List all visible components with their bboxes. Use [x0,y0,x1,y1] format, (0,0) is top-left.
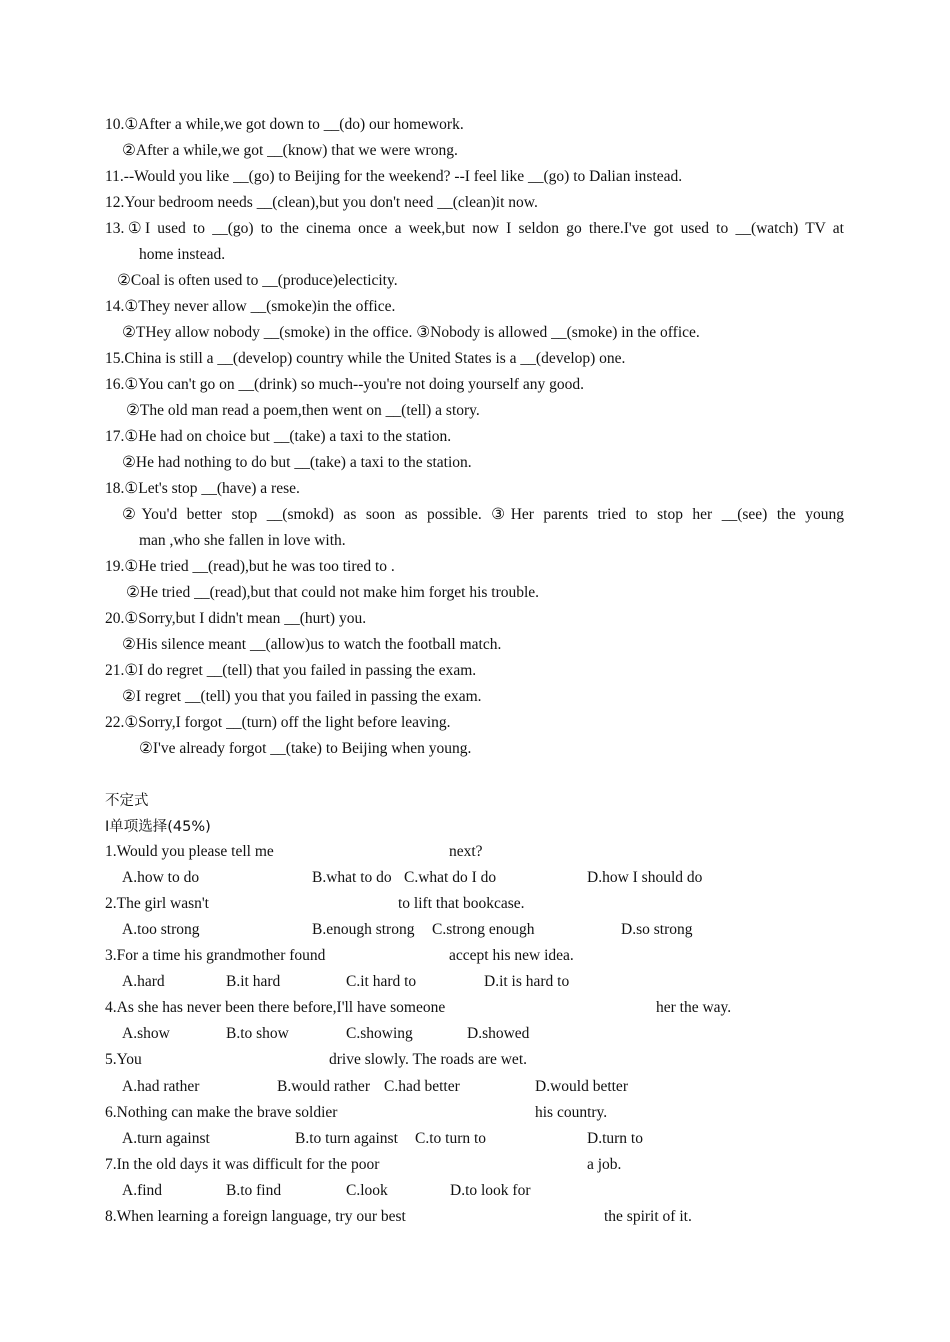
question-stem: 1.Would you please tell me [105,843,274,860]
question-stem: 2.The girl wasn't [105,895,209,912]
exercise-line: 16.①You can't go on __(drink) so much--you're not doing yourself any good. [105,376,584,393]
exercise-line: 18.①Let's stop __(have) a rese. [105,480,300,497]
question-stem: 5.You [105,1051,142,1068]
exercise-line: ②THey allow nobody __(smoke) in the office. ③Nobody is allowed __(smoke) in the office. [122,324,700,341]
option-d: D.turn to [587,1130,643,1147]
option-b: B.enough strong [312,921,415,938]
exercise-line: ②After a while,we got __(know) that we were wrong. [122,142,458,159]
option-a: A.had rather [122,1078,200,1095]
option-b: B.it hard [226,973,281,990]
exercise-line: ②The old man read a poem,then went on __(tell) a story. [126,402,480,419]
exercise-line: 21.①I do regret __(tell) that you failed in passing the exam. [105,662,477,679]
exercise-line: 11.--Would you like __(go) to Beijing for the weekend? --I feel like __(go) to Dalian instead. [105,168,683,185]
option-c: C.showing [346,1025,413,1042]
option-d: D.would better [535,1078,628,1095]
question-stem: 6.Nothing can make the brave soldier [105,1104,338,1121]
option-b: B.to show [226,1025,289,1042]
option-a: A.turn against [122,1130,210,1147]
exercise-line: ②I've already forgot __(take) to Beijing when young. [139,740,472,757]
exercise-line: ②You'd better stop __(smokd) as soon as possible. ③Her parents tried to stop her __(see) the young [122,506,844,523]
question-stem: 8.When learning a foreign language, try our best [105,1208,406,1225]
exercise-line: ②I regret __(tell) you that you failed in passing the exam. [122,688,482,705]
exercise-line: 14.①They never allow __(smoke)in the office. [105,298,396,315]
exercise-line: 19.①He tried __(read),but he was too tired to . [105,558,395,575]
exercise-line: 13.①I used to __(go) to the cinema once a week,but now I seldon go there.I've got used to __(watch) TV at [105,220,844,237]
exercise-line: ②He tried __(read),but that could not make him forget his trouble. [126,584,540,601]
question-tail: a job. [587,1156,622,1173]
question-stem: 3.For a time his grandmother found [105,947,326,964]
option-c: C.to turn to [415,1130,487,1147]
question-tail: her the way. [656,999,732,1016]
exercise-line: 22.①Sorry,I forgot __(turn) off the light before leaving. [105,714,451,731]
exercise-line: man ,who she fallen in love with. [139,532,346,549]
question-tail: the spirit of it. [604,1208,692,1225]
option-b: B.what to do [312,869,392,886]
exercise-line: 10.①After a while,we got down to __(do) our homework. [105,116,464,133]
section-title: 不定式 [105,793,149,809]
exercise-line: ②He had nothing to do but __(take) a taxi to the station. [122,454,472,471]
option-d: D.it is hard to [484,973,570,990]
option-a: A.hard [122,973,165,990]
exercise-line: home instead. [139,246,226,263]
section-subtitle: Ⅰ单项选择(45%) [105,819,211,835]
option-c: C.look [346,1182,388,1199]
option-c: C.what do I do [404,869,497,886]
option-b: B.to turn against [295,1130,398,1147]
question-tail: his country. [535,1104,608,1121]
question-stem: 4.As she has never been there before,I'll have someone [105,999,446,1016]
option-d: D.to look for [450,1182,531,1199]
question-tail: next? [449,843,483,860]
option-b: B.to find [226,1182,282,1199]
question-stem: 7.In the old days it was difficult for the poor [105,1156,380,1173]
question-tail: drive slowly. The roads are wet. [329,1051,527,1068]
option-a: A.show [122,1025,170,1042]
option-c: C.it hard to [346,973,417,990]
exercise-line: ②Coal is often used to __(produce)electicity. [117,272,398,289]
exercise-line: 15.China is still a __(develop) country while the United States is a __(develop) one. [105,350,626,367]
option-d: D.how I should do [587,869,703,886]
option-d: D.so strong [621,921,693,938]
option-c: C.strong enough [432,921,535,938]
option-a: A.how to do [122,869,200,886]
exercise-line: ②His silence meant __(allow)us to watch the football match. [122,636,502,653]
exercise-line: 17.①He had on choice but __(take) a taxi to the station. [105,428,452,445]
option-c: C.had better [384,1078,460,1095]
option-b: B.would rather [277,1078,370,1095]
exercise-line: 12.Your bedroom needs __(clean),but you don't need __(clean)it now. [105,194,538,211]
exercise-line: 20.①Sorry,but I didn't mean __(hurt) you. [105,610,367,627]
option-d: D.showed [467,1025,530,1042]
question-tail: accept his new idea. [449,947,574,964]
option-a: A.find [122,1182,163,1199]
option-a: A.too strong [122,921,200,938]
question-tail: to lift that bookcase. [398,895,525,912]
